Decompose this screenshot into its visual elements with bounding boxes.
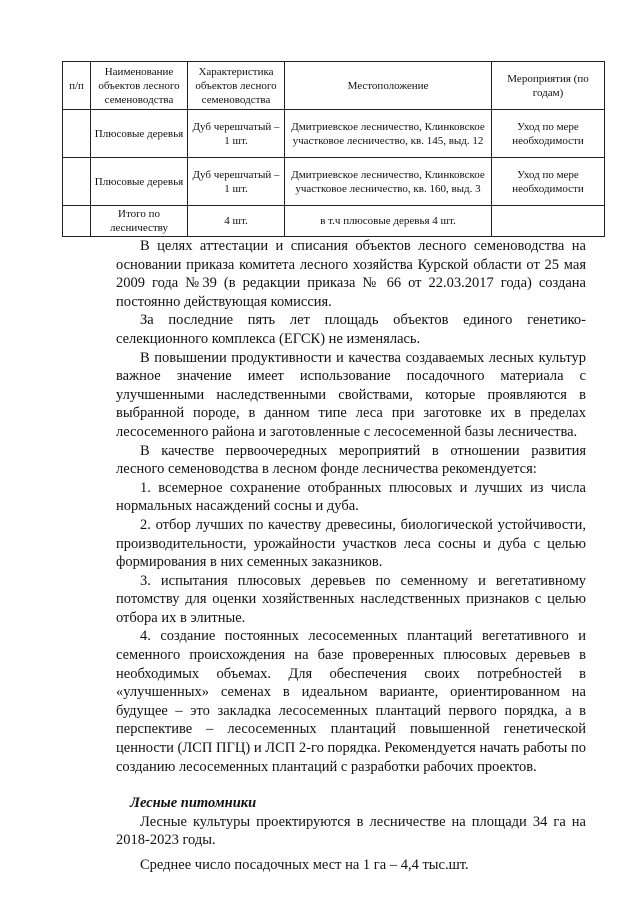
total-note: в т.ч плюсовые деревья 4 шт.	[285, 206, 492, 237]
seed-objects-table	[62, 61, 605, 237]
paragraph-priorities: В качестве первоочередных мероприятий в отношении развития лесного семеноводства в лесном фонде лесничества рекомендуется:	[116, 442, 586, 478]
paragraph-commission: В целях аттестации и списания объектов лесного семеноводства на основании приказа комитета лесного хозяйства Курской области от 25 мая 2009 года №39 (в редакции приказа № 66 от 22.03.2017 года) создана постоянно действующая комиссия.	[116, 238, 586, 310]
table-header-row	[63, 62, 605, 110]
spacer	[116, 776, 586, 794]
header-location: Местоположение	[285, 62, 492, 110]
header-activities: Мероприятия (по годам)	[492, 62, 605, 110]
paragraph-productivity: В повышении продуктивности и качества создаваемых лесных культур важное значение имеет использование посадочного материала с улучшенными наследственными свойствами, которые проявляются в выбранной породе, в данном типе леса при заготовке их в пределах лесосеменного района и заготовленные с лесосеменной базы лесничества.	[116, 349, 586, 440]
list-item: 1. всемерное сохранение отобранных плюсовых и лучших из числа нормальных насаждений сосны и дуба.	[116, 479, 586, 515]
paragraph-egsk-area: За последние пять лет площадь объектов единого генетико-селекционного комплекса (ЕГСК) не изменялась.	[116, 312, 586, 347]
table-cell: Плюсовые деревья	[91, 158, 188, 206]
total-count: 4 шт.	[188, 206, 285, 237]
body-text	[116, 237, 586, 875]
table-cell	[492, 206, 605, 237]
table-cell: Дуб черешчатый – 1 шт.	[188, 110, 285, 158]
paragraph-forest-crops: Лесные культуры проектируются в лесничестве на площади 34 га на 2018-2023 годы.	[116, 813, 586, 849]
table-cell: Дуб черешчатый – 1 шт.	[188, 158, 285, 206]
table-row	[63, 158, 605, 206]
list-item: 3. испытания плюсовых деревьев по семенному и вегетативному потомству для оценки хозяйственных наследственных признаков с целью отбора их в элитные.	[116, 572, 586, 626]
table-cell	[63, 110, 91, 158]
header-object-name: Наименование объектов лесного семеноводства	[91, 62, 188, 110]
table-cell: Уход по мере необходимости	[492, 110, 605, 158]
table-cell: Дмитриевское лесничество, Клинковское участковое лесничество, кв. 145, выд. 12	[285, 110, 492, 158]
table-row	[63, 110, 605, 158]
header-characteristics: Характеристика объектов лесного семеноводства	[188, 62, 285, 110]
table-cell	[63, 158, 91, 206]
table-cell: Уход по мере необходимости	[492, 158, 605, 206]
list-item: 4. создание постоянных лесосеменных плантаций вегетативного и семенного происхождения на базе проверенных плюсовых деревьев в необходимых объемах. Для обеспечения своих потребностей в «улучшенных» семенах в идеальном варианте, ориентированном на будущее – это закладка лесосеменных плантаций первого порядка, а в перспективе – лесосеменных плантаций повышенной генетической ценности (ЛСП ПГЦ) и ЛСП 2-го порядка. Рекомендуется начать работы по созданию лесосеменных плантаций с разработки рабочих проектов.	[116, 628, 586, 775]
table-cell: Плюсовые деревья	[91, 110, 188, 158]
header-number: п/п	[63, 62, 91, 110]
list-item: 2. отбор лучших по качеству древесины, биологической устойчивости, производительности, урожайности участков леса сосны и дуба с целью формирования в них семенных заказников.	[116, 516, 586, 571]
table-total-row	[63, 206, 605, 237]
table-cell: Дмитриевское лесничество, Клинковское участковое лесничество, кв. 160, выд. 3	[285, 158, 492, 206]
total-label: Итого по лесничеству	[91, 206, 188, 237]
table-cell	[63, 206, 91, 237]
section-heading: Лесные питомники	[130, 795, 257, 812]
paragraph-planting-density: Среднее число посадочных мест на 1 га – 4,4 тыс.шт.	[140, 857, 469, 873]
